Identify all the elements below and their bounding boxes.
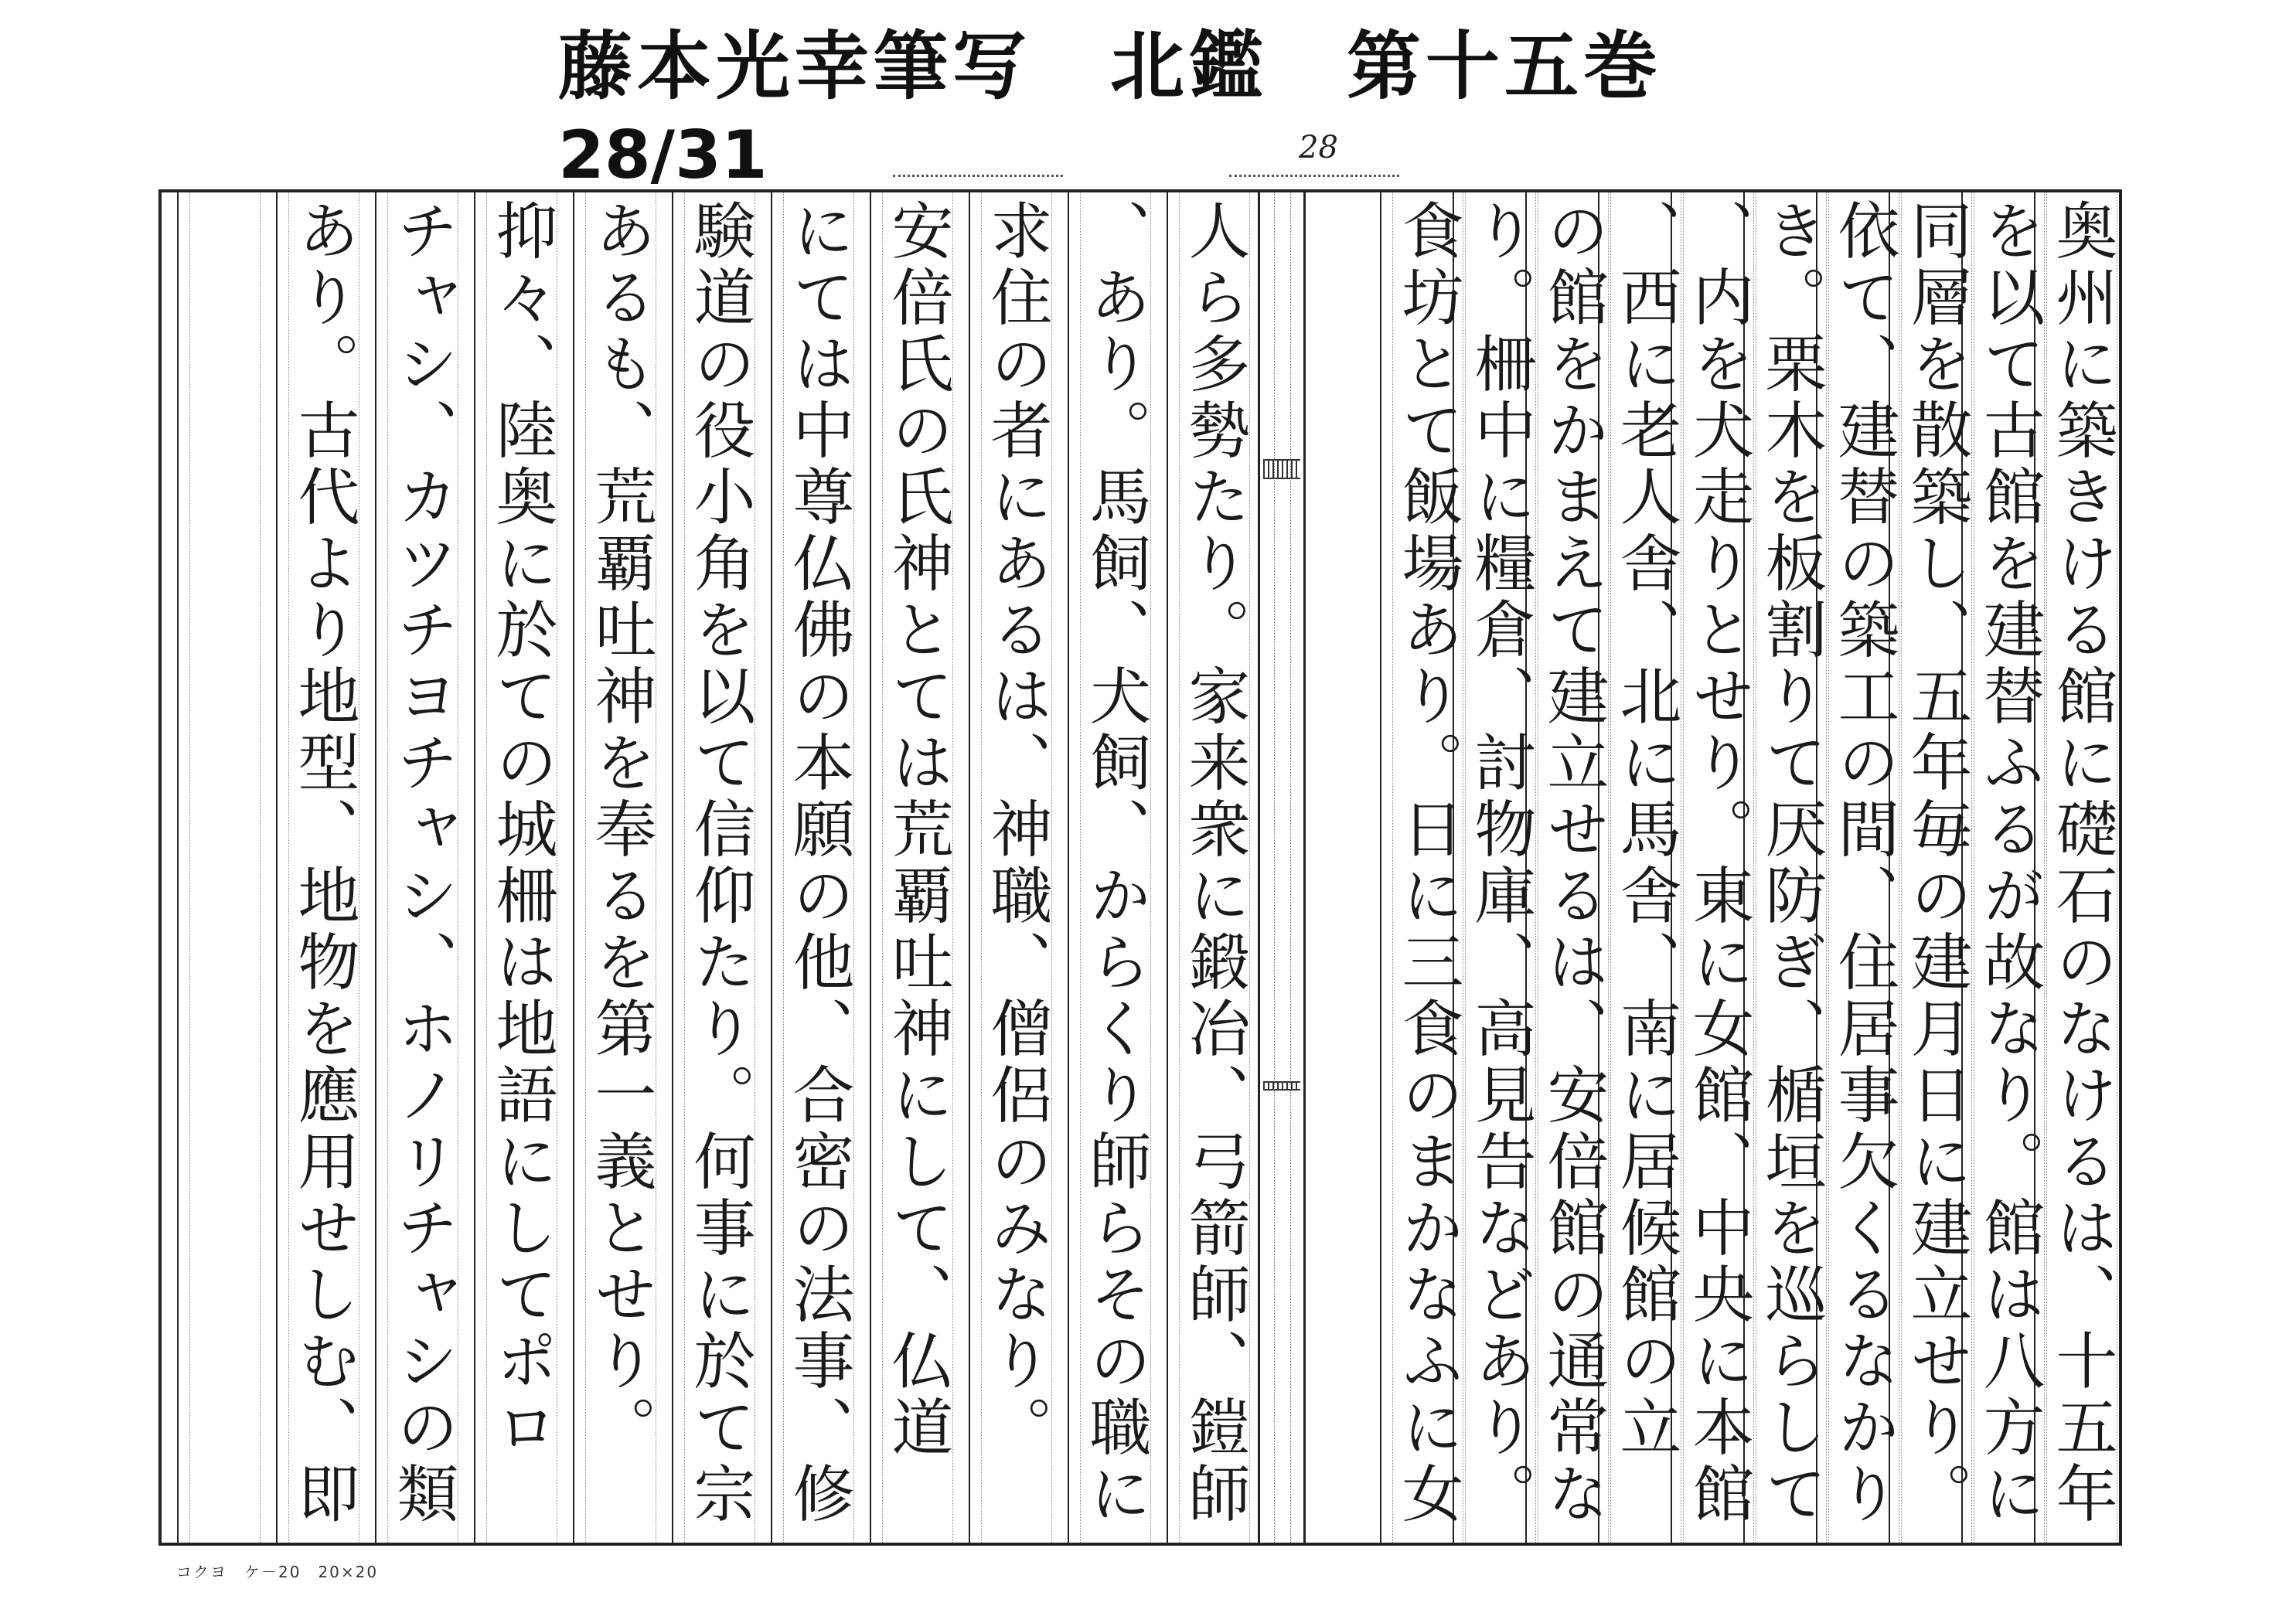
column-text: 人ら多勢たり。家来衆に鍛冶、弓箭師、鎧師: [1178, 199, 1250, 1528]
column-text: き。栗木を板割りて厌防ぎ、楯垣を巡らして: [1755, 199, 1827, 1528]
column-text: 、内を犬走りとせり。東に女館、中央に本館: [1682, 199, 1754, 1528]
gutter-ornament: [1263, 459, 1300, 479]
manuscript-sheet: [158, 189, 2122, 1546]
manuscript-column: [474, 192, 565, 1543]
manuscript-column: [375, 192, 466, 1543]
column-text: 依て、建替の築工の間、住居事欠くるなかり: [1828, 199, 1899, 1528]
column-text: 抑々、陸奥に於ての城柵は地語にしてポロ: [485, 199, 557, 1461]
column-text: にては中尊仏佛の本願の他、合密の法事、修: [782, 199, 854, 1528]
column-text: チャシ、カツチヨチャシ、ホノリチャシの類: [387, 199, 458, 1528]
blank-underline: [1229, 175, 1399, 177]
manuscript-column-margin: [177, 192, 276, 1543]
manuscript-column: [969, 192, 1060, 1543]
column-text: あり。古代より地型、地物を應用せしむ、即: [288, 199, 359, 1528]
column-text: 同層を散築し、五年毎の建月日に建立せり。: [1900, 199, 1972, 1528]
manuscript-column: [1380, 192, 1471, 1543]
gutter-ornament: [1263, 1081, 1300, 1091]
column-text: 安倍氏の氏神とては荒覇吐神にして、仏道: [881, 199, 953, 1461]
manuscript-column: [672, 192, 763, 1543]
column-text: の館をかまえて建立せるは、安倍館の通常な: [1537, 199, 1609, 1528]
manuscript-column: [573, 192, 664, 1543]
column-text: 験道の役小角を以て信仰たり。何事に於て宗: [683, 199, 755, 1528]
column-text: 、あり。馬飼、犬飼、からくり師らその職に: [1079, 199, 1151, 1528]
manuscript-column: [870, 192, 961, 1543]
document-title: 藤本光幸筆写 北鑑 第十五巻: [558, 23, 1662, 110]
column-text: 求住の者にあるは、神職、僧侶のみなり。: [980, 199, 1052, 1461]
column-text: 奥州に築きける館に礎石のなけるは、十五年: [2046, 199, 2117, 1528]
manuscript-column: [771, 192, 862, 1543]
manuscript-column: [276, 192, 367, 1543]
page-number: 28/31: [558, 117, 768, 194]
column-text: 食坊とて飯場あり。日に三食のまかなふに女: [1392, 199, 1463, 1528]
paper-maker-label: コクヨ ケ－20 20×20: [176, 1563, 379, 1581]
handwritten-page-note: 28: [1299, 130, 1338, 165]
manuscript-column: [1167, 192, 1258, 1543]
blank-underline: [893, 175, 1063, 177]
column-text: あるも、荒覇吐神を奉るを第一義とせり。: [584, 199, 656, 1461]
center-gutter: [1258, 192, 1306, 1543]
manuscript-column: [1068, 192, 1159, 1543]
column-text: を以て古館を建替ふるが故なり。館は八方に: [1973, 199, 2045, 1528]
column-text: 、西に老人舎、北に馬舎、南に居候館の立: [1610, 199, 1681, 1461]
column-text: り。柵中に糧倉、討物庫、高見告などあり。: [1464, 199, 1536, 1528]
